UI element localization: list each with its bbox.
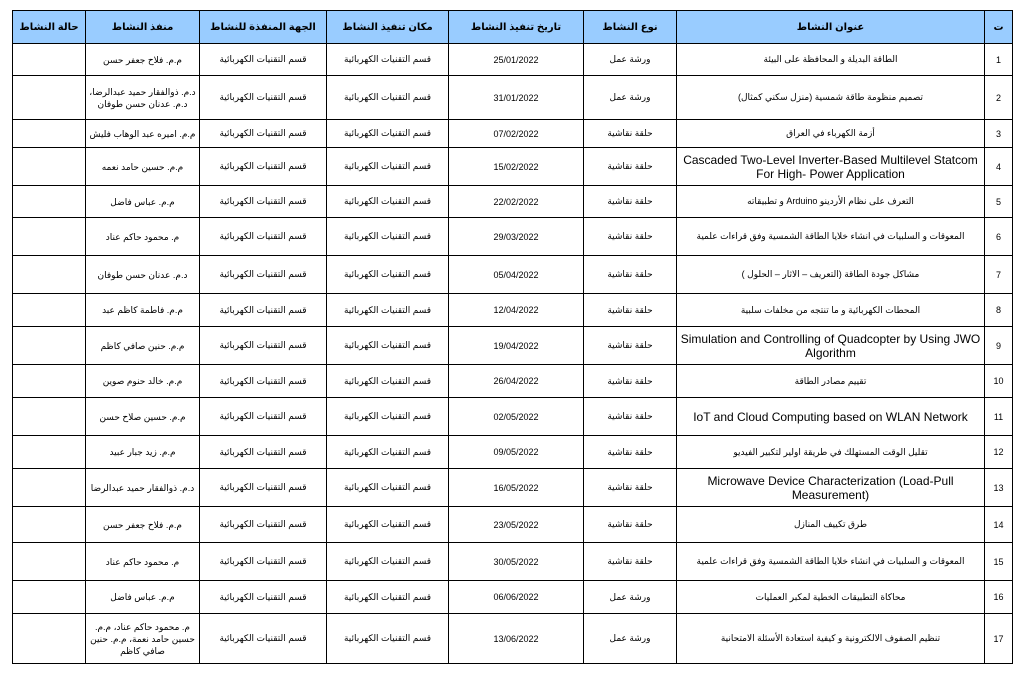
table-row [13, 148, 1013, 186]
status-cell [13, 148, 86, 186]
executor-cell: د.م. ذوالفقار حميد عبدالرضا [86, 469, 200, 507]
type-cell: حلقة نقاشية [584, 469, 677, 507]
row-number-cell: 14 [985, 507, 1013, 543]
row-number-cell: 15 [985, 543, 1013, 581]
organizer-cell: قسم التقنيات الكهربائية [200, 44, 327, 76]
place-cell: قسم التقنيات الكهربائية [327, 614, 449, 664]
row-number-cell: 7 [985, 256, 1013, 294]
organizer-cell: قسم التقنيات الكهربائية [200, 218, 327, 256]
title-cell: Simulation and Controlling of Quadcopter by Using JWO Algorithm [677, 327, 985, 365]
title-cell: طرق تكييف المنازل [677, 507, 985, 543]
date-cell: 06/06/2022 [449, 581, 584, 614]
header-title: عنوان النشاط [677, 11, 985, 44]
date-cell: 19/04/2022 [449, 327, 584, 365]
table-row [13, 398, 1013, 436]
organizer-cell: قسم التقنيات الكهربائية [200, 294, 327, 327]
organizer-cell: قسم التقنيات الكهربائية [200, 148, 327, 186]
executor-cell: م. محمود حاكم عناد [86, 543, 200, 581]
status-cell [13, 120, 86, 148]
status-cell [13, 44, 86, 76]
executor-cell: م.م. فلاح جعفر حسن [86, 44, 200, 76]
organizer-cell: قسم التقنيات الكهربائية [200, 614, 327, 664]
date-cell: 25/01/2022 [449, 44, 584, 76]
status-cell [13, 294, 86, 327]
place-cell: قسم التقنيات الكهربائية [327, 365, 449, 398]
type-cell: حلقة نقاشية [584, 543, 677, 581]
title-cell: أزمة الكهرباء في العراق [677, 120, 985, 148]
title-cell: مشاكل جودة الطاقة (التعريف – الاثار – الحلول ) [677, 256, 985, 294]
header-organizer: الجهة المنفذة للنشاط [200, 11, 327, 44]
place-cell: قسم التقنيات الكهربائية [327, 44, 449, 76]
type-cell: حلقة نقاشية [584, 327, 677, 365]
place-cell: قسم التقنيات الكهربائية [327, 469, 449, 507]
title-cell: محاكاة التطبيقات الخطية لمكبر العمليات [677, 581, 985, 614]
status-cell [13, 327, 86, 365]
status-cell [13, 469, 86, 507]
organizer-cell: قسم التقنيات الكهربائية [200, 543, 327, 581]
title-cell: Cascaded Two-Level Inverter-Based Multilevel Statcom For High- Power Application [677, 148, 985, 186]
executor-cell: م.م. فاطمة كاظم عبد [86, 294, 200, 327]
date-cell: 16/05/2022 [449, 469, 584, 507]
title-cell: تصميم منظومة طاقة شمسية (منزل سكني كمثال) [677, 76, 985, 120]
title-cell: تنظيم الصفوف الالكترونية و كيفية استعادة الأسئلة الامتحانية [677, 614, 985, 664]
date-cell: 15/02/2022 [449, 148, 584, 186]
table-row [13, 256, 1013, 294]
title-cell: الطاقة البديلة و المحافظة على البيئة [677, 44, 985, 76]
row-number-cell: 11 [985, 398, 1013, 436]
type-cell: ورشة عمل [584, 76, 677, 120]
table-row [13, 581, 1013, 614]
place-cell: قسم التقنيات الكهربائية [327, 398, 449, 436]
table-row [13, 436, 1013, 469]
status-cell [13, 614, 86, 664]
table-row [13, 365, 1013, 398]
executor-cell: م.م. حنين صافي كاظم [86, 327, 200, 365]
table-row [13, 507, 1013, 543]
table-row [13, 44, 1013, 76]
type-cell: حلقة نقاشية [584, 148, 677, 186]
organizer-cell: قسم التقنيات الكهربائية [200, 398, 327, 436]
organizer-cell: قسم التقنيات الكهربائية [200, 581, 327, 614]
place-cell: قسم التقنيات الكهربائية [327, 256, 449, 294]
executor-cell: م.م. فلاح جعفر حسن [86, 507, 200, 543]
organizer-cell: قسم التقنيات الكهربائية [200, 186, 327, 218]
header-num: ت [985, 11, 1013, 44]
header-row [13, 11, 1013, 44]
organizer-cell: قسم التقنيات الكهربائية [200, 469, 327, 507]
organizer-cell: قسم التقنيات الكهربائية [200, 436, 327, 469]
place-cell: قسم التقنيات الكهربائية [327, 327, 449, 365]
organizer-cell: قسم التقنيات الكهربائية [200, 327, 327, 365]
title-cell: المعوقات و السلبيات في انشاء خلايا الطاقة الشمسية وفق قراءات علمية [677, 543, 985, 581]
row-number-cell: 17 [985, 614, 1013, 664]
status-cell [13, 581, 86, 614]
executor-cell: د.م. ذوالفقار حميد عبدالرضا، د.م. عدنان حسن طوفان [86, 76, 200, 120]
title-cell: تقييم مصادر الطاقة [677, 365, 985, 398]
type-cell: حلقة نقاشية [584, 436, 677, 469]
status-cell [13, 256, 86, 294]
executor-cell: د.م. عدنان حسن طوفان [86, 256, 200, 294]
status-cell [13, 436, 86, 469]
place-cell: قسم التقنيات الكهربائية [327, 76, 449, 120]
row-number-cell: 5 [985, 186, 1013, 218]
type-cell: ورشة عمل [584, 581, 677, 614]
place-cell: قسم التقنيات الكهربائية [327, 294, 449, 327]
place-cell: قسم التقنيات الكهربائية [327, 543, 449, 581]
date-cell: 07/02/2022 [449, 120, 584, 148]
table-row [13, 543, 1013, 581]
activities-sheet [12, 10, 1013, 664]
type-cell: ورشة عمل [584, 614, 677, 664]
date-cell: 12/04/2022 [449, 294, 584, 327]
table-row [13, 614, 1013, 664]
table-row [13, 218, 1013, 256]
executor-cell: م.م. خالد حنوم صوين [86, 365, 200, 398]
organizer-cell: قسم التقنيات الكهربائية [200, 507, 327, 543]
status-cell [13, 186, 86, 218]
row-number-cell: 8 [985, 294, 1013, 327]
date-cell: 02/05/2022 [449, 398, 584, 436]
executor-cell: م.م. اميره عبد الوهاب فليش [86, 120, 200, 148]
title-cell: التعرف على نظام الأردينو Arduino و تطبيقاته [677, 186, 985, 218]
header-executor: منفذ النشاط [86, 11, 200, 44]
place-cell: قسم التقنيات الكهربائية [327, 218, 449, 256]
place-cell: قسم التقنيات الكهربائية [327, 436, 449, 469]
executor-cell: م. محمود حاكم عناد، م.م. حسين حامد نعمة، م.م. حنين صافي كاظم [86, 614, 200, 664]
table-body [13, 44, 1013, 664]
row-number-cell: 6 [985, 218, 1013, 256]
row-number-cell: 1 [985, 44, 1013, 76]
title-cell: تقليل الوقت المستهلك في طريقة اولير لتكبير الفيديو [677, 436, 985, 469]
row-number-cell: 4 [985, 148, 1013, 186]
executor-cell: م.م. حسين صلاح حسن [86, 398, 200, 436]
row-number-cell: 9 [985, 327, 1013, 365]
date-cell: 09/05/2022 [449, 436, 584, 469]
type-cell: حلقة نقاشية [584, 294, 677, 327]
type-cell: حلقة نقاشية [584, 120, 677, 148]
executor-cell: م.م. زيد جبار عبيد [86, 436, 200, 469]
title-cell: Microwave Device Characterization (Load-Pull Measurement) [677, 469, 985, 507]
type-cell: حلقة نقاشية [584, 186, 677, 218]
table-row [13, 327, 1013, 365]
activities-table [12, 10, 1013, 664]
date-cell: 05/04/2022 [449, 256, 584, 294]
place-cell: قسم التقنيات الكهربائية [327, 581, 449, 614]
row-number-cell: 13 [985, 469, 1013, 507]
place-cell: قسم التقنيات الكهربائية [327, 186, 449, 218]
header-status: حالة النشاط [13, 11, 86, 44]
row-number-cell: 12 [985, 436, 1013, 469]
organizer-cell: قسم التقنيات الكهربائية [200, 120, 327, 148]
table-header [13, 11, 1013, 44]
executor-cell: م.م. عباس فاضل [86, 186, 200, 218]
table-row [13, 294, 1013, 327]
status-cell [13, 398, 86, 436]
row-number-cell: 16 [985, 581, 1013, 614]
organizer-cell: قسم التقنيات الكهربائية [200, 76, 327, 120]
table-row [13, 120, 1013, 148]
header-place: مكان تنفيذ النشاط [327, 11, 449, 44]
date-cell: 23/05/2022 [449, 507, 584, 543]
title-cell: IoT and Cloud Computing based on WLAN Network [677, 398, 985, 436]
organizer-cell: قسم التقنيات الكهربائية [200, 365, 327, 398]
title-cell: المحطات الكهربائية و ما تنتجه من مخلفات سلبية [677, 294, 985, 327]
type-cell: حلقة نقاشية [584, 398, 677, 436]
executor-cell: م. محمود حاكم عناد [86, 218, 200, 256]
date-cell: 31/01/2022 [449, 76, 584, 120]
header-type: نوع النشاط [584, 11, 677, 44]
table-row [13, 469, 1013, 507]
type-cell: حلقة نقاشية [584, 256, 677, 294]
title-cell: المعوقات و السلبيات في انشاء خلايا الطاقة الشمسية وفق قراءات علمية [677, 218, 985, 256]
status-cell [13, 365, 86, 398]
place-cell: قسم التقنيات الكهربائية [327, 148, 449, 186]
row-number-cell: 10 [985, 365, 1013, 398]
place-cell: قسم التقنيات الكهربائية [327, 507, 449, 543]
type-cell: حلقة نقاشية [584, 365, 677, 398]
executor-cell: م.م. عباس فاضل [86, 581, 200, 614]
type-cell: حلقة نقاشية [584, 507, 677, 543]
table-row [13, 186, 1013, 218]
status-cell [13, 76, 86, 120]
header-date: تاريخ تنفيذ النشاط [449, 11, 584, 44]
date-cell: 26/04/2022 [449, 365, 584, 398]
status-cell [13, 218, 86, 256]
date-cell: 22/02/2022 [449, 186, 584, 218]
table-row [13, 76, 1013, 120]
status-cell [13, 543, 86, 581]
date-cell: 29/03/2022 [449, 218, 584, 256]
date-cell: 13/06/2022 [449, 614, 584, 664]
type-cell: حلقة نقاشية [584, 218, 677, 256]
date-cell: 30/05/2022 [449, 543, 584, 581]
type-cell: ورشة عمل [584, 44, 677, 76]
status-cell [13, 507, 86, 543]
executor-cell: م.م. حسين حامد نعمه [86, 148, 200, 186]
row-number-cell: 3 [985, 120, 1013, 148]
row-number-cell: 2 [985, 76, 1013, 120]
place-cell: قسم التقنيات الكهربائية [327, 120, 449, 148]
organizer-cell: قسم التقنيات الكهربائية [200, 256, 327, 294]
